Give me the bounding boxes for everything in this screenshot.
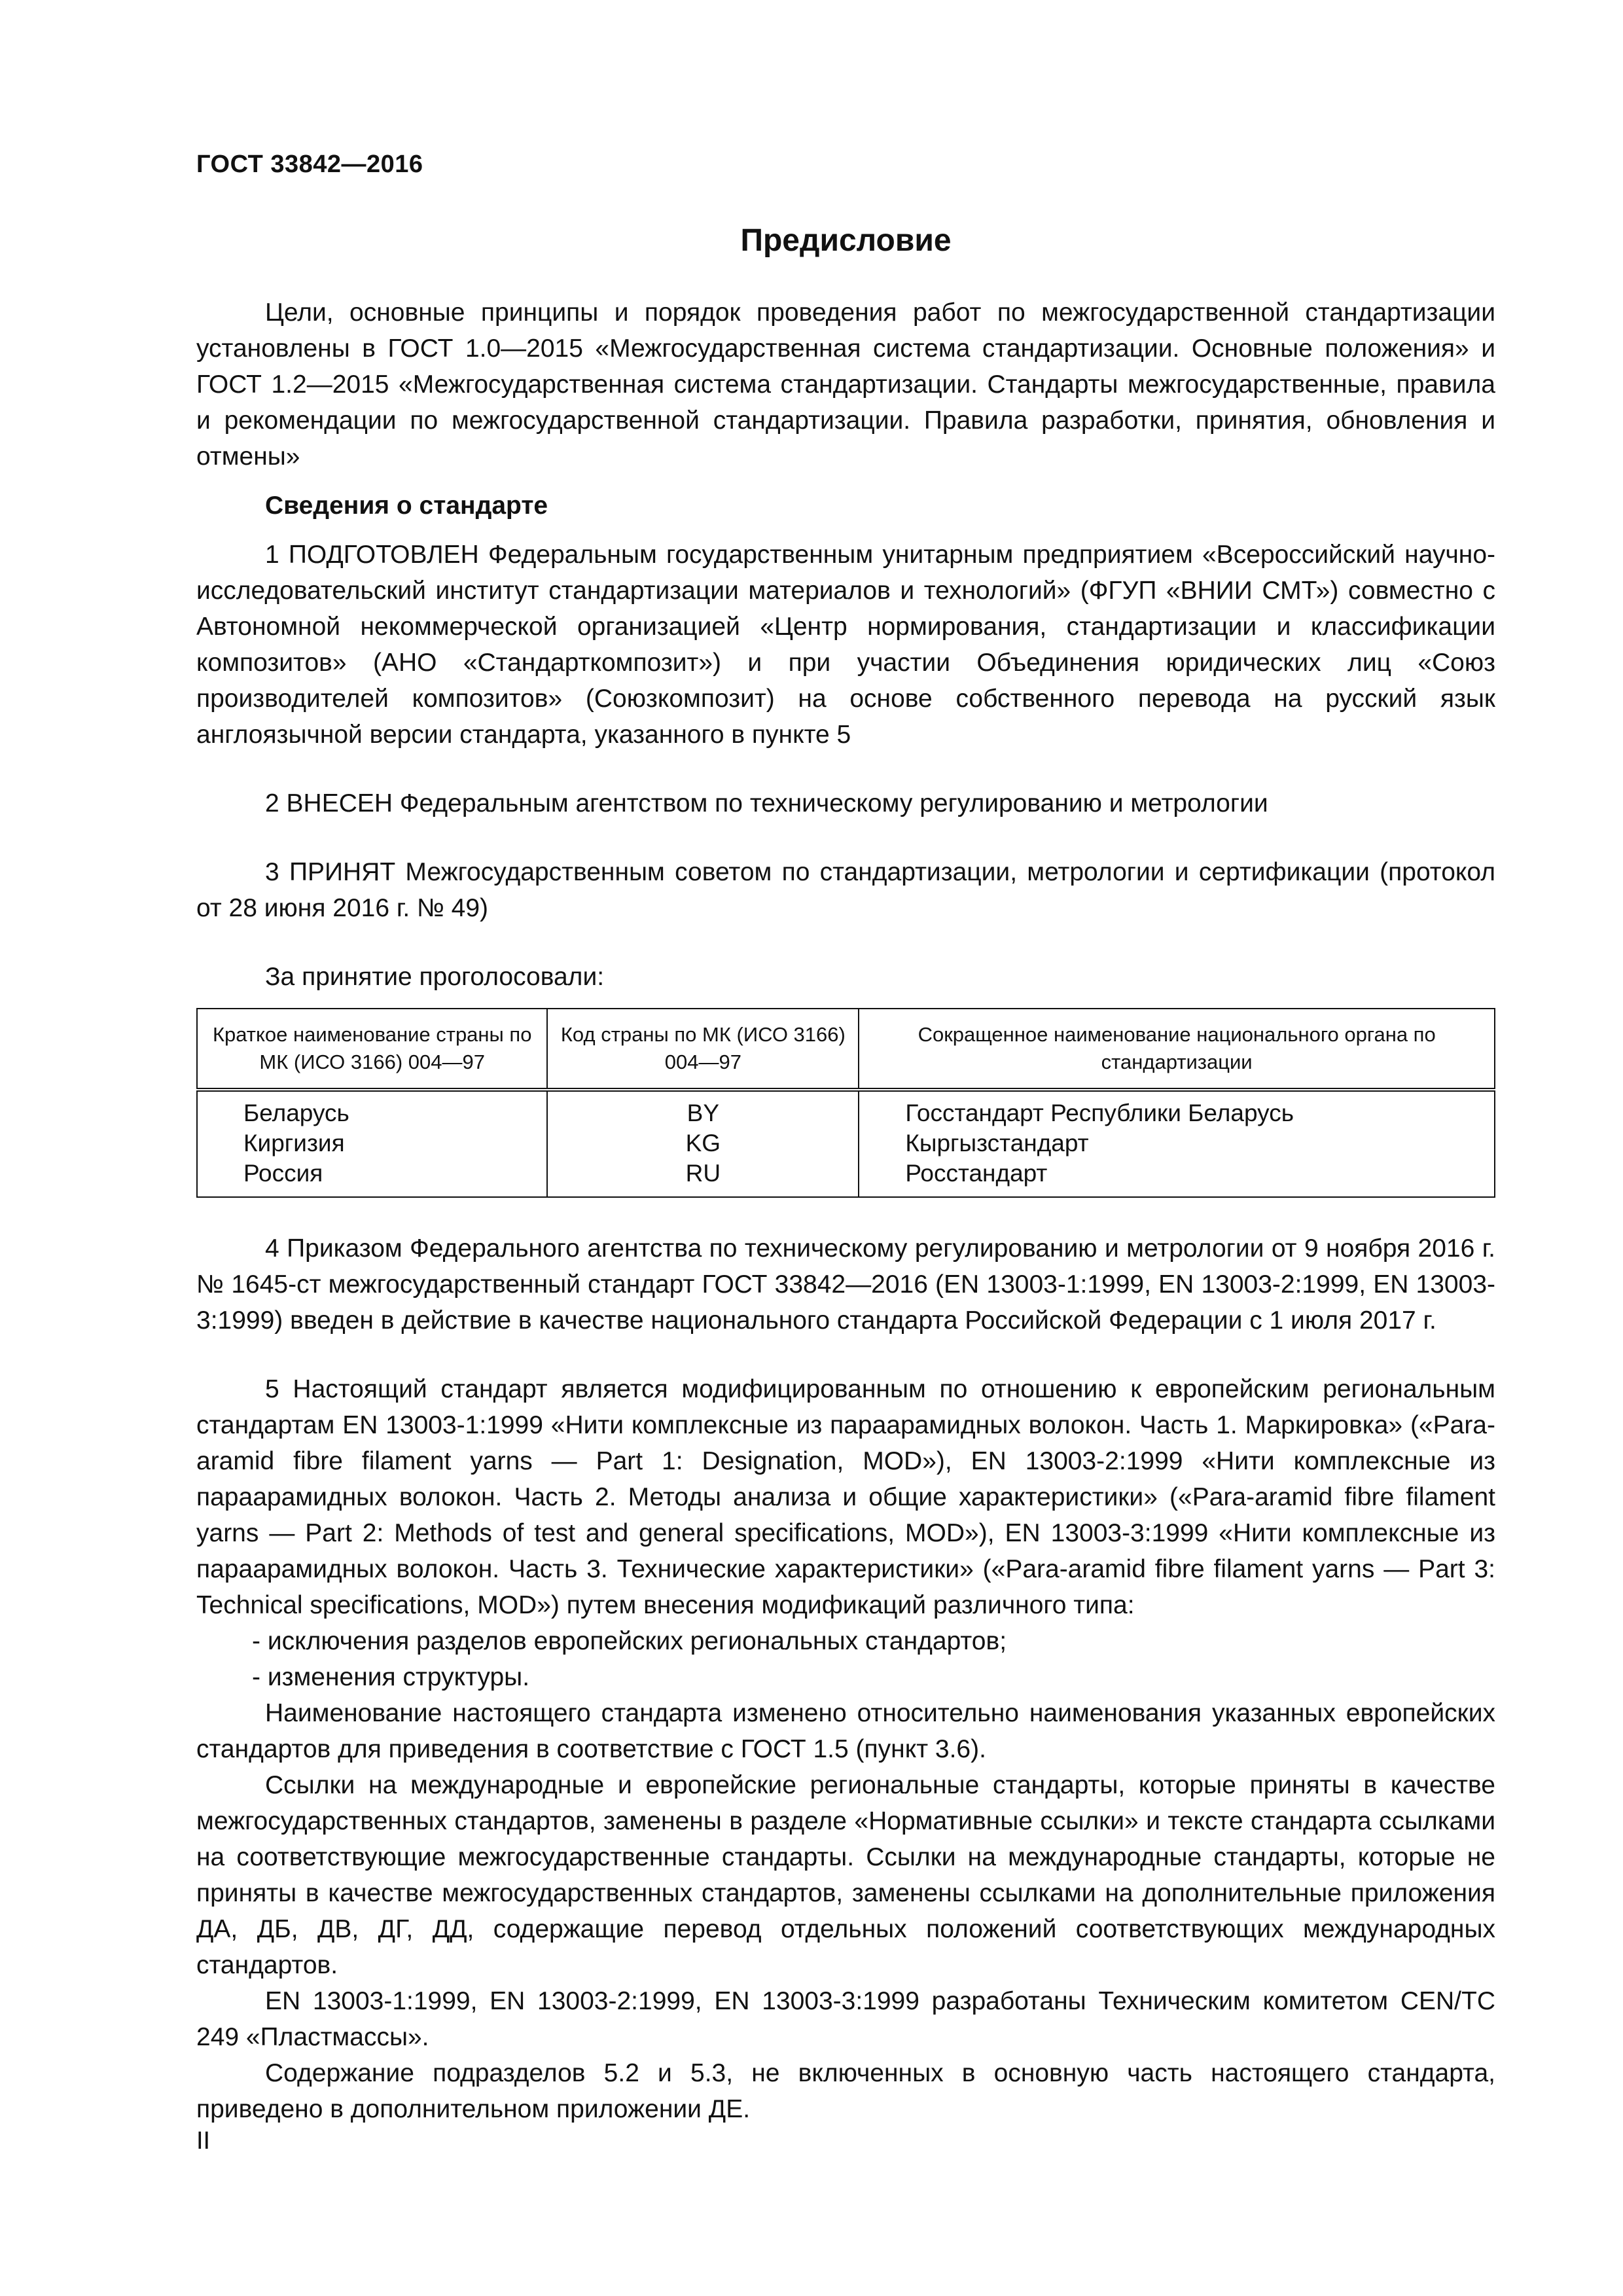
item-3-paragraph: 3 ПРИНЯТ Межгосударственным советом по стандартизации, метрологии и сертификации (протокол от 28 июня 2016 г. № 49) [196,858,1495,922]
list-item: - изменения структуры. [252,1663,530,1691]
votes-intro: За принятие проголосовали: [265,963,605,991]
table-header-body: Сокращенное наименование национального органа по стандартизации [859,1009,1495,1090]
page-title: Предисловие [740,223,952,258]
table-cell-body: Росстандарт [859,1158,1495,1197]
table-cell-code: BY [547,1090,859,1128]
table-cell-code: RU [547,1158,859,1197]
item-4-paragraph: 4 Приказом Федерального агентства по техническому регулированию и метрологии от 9 ноября 2016 г. № 1645-ст межгосударственный стандарт ГОСТ 33842—2016 (EN 13003-1:1999, EN 13003-2:1999, EN 13003-3:1999) введен в действие в качестве национального стандарта Российской Федерации с 1 июля 2017 г. [196,1234,1495,1335]
intro-paragraph: Цели, основные принципы и порядок проведения работ по межгосударственной стандартизации установлены в ГОСТ 1.0—2015 «Межгосударственная система стандартизации. Основные положения» и ГОСТ 1.2—2015 «Межгосударственная система стандартизации. Стандарты межгосударственные, правила и рекомендации по межгосударственной стандартизации. Правила разработки, принятия, обновления и отмены» [196,298,1495,471]
page-number: II [196,2127,211,2155]
item-5-references-note: Ссылки на международные и европейские региональные стандарты, которые приняты в качестве межгосударственных стандартов, заменены в разделе «Нормативные ссылки» и тексте стандарта ссылками на соответствующие межгосударственные стандарты. Ссылки на международные стандарты, которые не приняты в качестве межгосударственных стандартов, заменены ссылками на дополнительные приложения ДА, ДБ, ДВ, ДГ, ДД, содержащие перевод отдельных положений соответствующих международных стандартов. [196,1771,1495,1979]
table-cell-country: Киргизия [197,1128,547,1158]
document-code: ГОСТ 33842—2016 [196,151,423,178]
table-cell-country: Беларусь [197,1090,547,1128]
item-5-name-note: Наименование настоящего стандарта изменено относительно наименования указанных европейских стандартов для приведения в соответствие с ГОСТ 1.5 (пункт 3.6). [196,1699,1495,1763]
table-header-row [197,1009,1495,1090]
votes-table [196,1008,1495,1198]
table-header-country: Краткое наименование страны по МК (ИСО 3166) 004—97 [197,1009,547,1090]
item-2-paragraph: 2 ВНЕСЕН Федеральным агентством по техническому регулированию и метрологии [265,789,1268,817]
list-item: - исключения разделов европейских региональных стандартов; [252,1627,1007,1655]
table-row [197,1128,1495,1158]
item-1-paragraph: 1 ПОДГОТОВЛЕН Федеральным государственным унитарным предприятием «Всероссийский научно-исследовательский институт стандартизации материалов и технологий» (ФГУП «ВНИИ СМТ») совместно с Автономной некоммерческой организацией «Центр нормирования, стандартизации и классификации композитов» (АНО «Стандарткомпозит») и при участии Объединения юридических лиц «Союз производителей композитов» (Союзкомпозит) на основе собственного перевода на русский язык англоязычной версии стандарта, указанного в пункте 5 [196,541,1495,749]
table-row [197,1158,1495,1197]
item-5-paragraph: 5 Настоящий стандарт является модифицированным по отношению к европейским региональным стандартам EN 13003-1:1999 «Нити комплексные из параарамидных волокон. Часть 1. Маркировка» («Para-aramid fibre filament yarns — Part 1: Designation, MOD»), EN 13003-2:1999 «Нити комплексные из параарамидных волокон. Часть 2. Методы анализа и общие характеристики» («Para-aramid fibre filament yarns — Part 2: Methods of test and general specifications, MOD»), EN 13003-3:1999 «Нити комплексные из параарамидных волокон. Часть 3. Технические характеристики» («Para-aramid fibre filament yarns — Part 3: Technical specifications, MOD») путем внесения модификаций различного типа: [196,1375,1495,1619]
table-cell-country: Россия [197,1158,547,1197]
document-body [196,295,1495,2127]
item-5-committee-note: EN 13003-1:1999, EN 13003-2:1999, EN 13003-3:1999 разработаны Техническим комитетом CEN/TC 249 «Пластмассы». [196,1987,1495,2051]
document-page [196,131,1495,2225]
table-cell-body: Госстандарт Республики Беларусь [859,1090,1495,1128]
item-5-annex-note: Содержание подразделов 5.2 и 5.3, не включенных в основную часть настоящего стандарта, приведено в дополнительном приложении ДЕ. [196,2059,1495,2123]
table-header-code: Код страны по МК (ИСО 3166) 004—97 [547,1009,859,1090]
table-cell-code: KG [547,1128,859,1158]
table-cell-body: Кыргызстандарт [859,1128,1495,1158]
section-heading: Сведения о стандарте [265,492,548,520]
table-row [197,1090,1495,1128]
